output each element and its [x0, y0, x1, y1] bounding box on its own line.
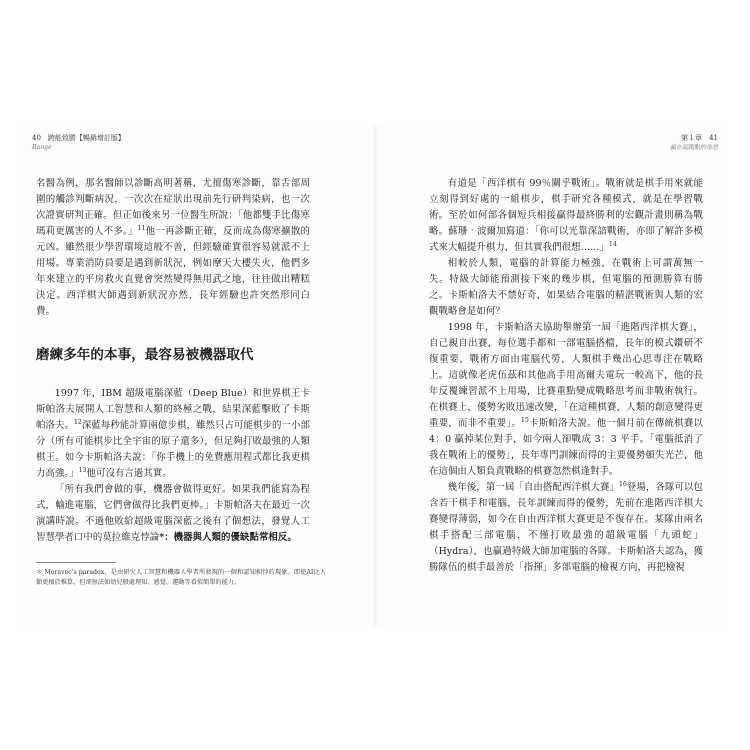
book-spread: [22, 126, 728, 626]
note-ref: 12: [74, 418, 82, 426]
running-head-right-subtitle: 贏在起跑點的迷思: [669, 144, 718, 151]
page-gutter: [374, 126, 378, 626]
paragraph-text: 名醫為例，那名醫師以診斷高明著稱，尤擅傷寒診斷，靠舌部周圍的觸診判斷病況，一次次在症狀出現前先行研判染病，也一次次證實研判正確。但正如後來另一位醫生所說：「他都雙手比傷寒瑪莉更厲害的人不多。」: [36, 178, 310, 237]
paragraph-text: 幾年後，第一屆「自由搭配西洋棋大賽」: [447, 482, 620, 493]
footnote: ＊ Moravec's paradox，是由研究人工智慧和機器人學者所發現的一個和認知相悖的現象。即使AI比人類更擅於推算，但卻無法如幼兒般處理知、感覺、運動等看似簡單的能力。: [36, 569, 326, 586]
paragraph: [429, 176, 703, 256]
paragraph-text: 「所有我們會做的事，機器會做得更好。如果我們能寫為程式，輸進電腦，它們會做得比我們更棒。」卡斯帕洛夫在最近一次演講時說。不過他敗給超級電腦深藍之後有了個想法，發覺人工智慧學者口中的莫拉維克悖論: [36, 484, 310, 543]
paragraph-text: 他一再診斷正確，反而成為傷寒擴散的元凶。雖然很少學習環境這般不善，但經驗確實很容易就派不上用場。專業消防員要是遇到新狀況，例如摩天大樓失火，他們多年來建立的平房救火直覺會突然變得無用武之地，往往做出糟糕決定。西洋棋大師遇到新狀況亦然，長年經驗也許突然形同白費。: [36, 226, 311, 317]
note-ref: 14: [609, 240, 617, 248]
paragraph-text: 1997 年，IBM 超級電腦深藍（Deep Blue）和世界棋王卡斯帕洛夫展開人工智慧和人類的終極之戰，結果深藍擊敗了卡斯帕洛夫。: [36, 388, 310, 431]
running-head-right: [670, 134, 718, 152]
paragraph-text: 有道是「西洋棋有 99％關乎戰術」。戰術就是棋手用來就能立刻得到好處的一組棋步，棋手研究各種模式，就是在學習戰術。至於如何部各個短兵相接贏得最終勝利的宏觀計畫則稱為戰略。蘇珊‧波爾加寫道：「你可以光靠深諳戰術，亦即了解許多模式來大幅提升棋力，但其實我們很想……」: [429, 178, 703, 253]
note-ref: 15: [521, 416, 529, 424]
note-ref: 13: [78, 466, 87, 474]
paragraph-text: 登場，各隊可以包含若干棋手和電腦，長年訓練而得的優勢，先前在進階西洋棋大賽變得薄弱，如今在自由西洋棋大賽更是不復存在。某隊由兩名棋手搭配三部電腦，不僅打敗最強的超級電腦「九頭蛇」（Hydra），也贏過特級大師加電腦的各隊。卡斯帕洛夫認為，獲勝隊伍的棋手最善於「指揮」多部電腦的檢視方向，再把檢視: [429, 482, 703, 573]
note-ref: 11: [137, 224, 146, 232]
paragraph: [429, 320, 703, 480]
paragraph-text: 卡斯帕洛夫說。他一個月前在傳統棋賽以 4：0 贏掉某位對手，如今兩人卻戰成 3：3 平手。「電腦抵消了我在戰術上的優勢」，長年專門訓練而得的主要優勢頓失光芒，他在這個由人類負責戰略的棋賽忽然棋逢對手。: [429, 418, 703, 477]
paragraph: [429, 480, 703, 576]
paragraph-bold-text: ：機器與人類的優缺點常相反。: [164, 532, 297, 543]
footnote-rule: [36, 562, 116, 563]
footnote-marker: *: [159, 532, 165, 543]
paragraph-text: 相較於人類，電腦的計算能力極強，在戰術上可謂萬無一失。特級大師能預測接下來的幾步棋，但電腦的預測勝算有勝之。卡斯帕洛夫不禁好奇，如果結合電腦的精湛戰術與人類的宏觀戰略會是如何？: [429, 258, 703, 317]
paragraph: [36, 176, 310, 320]
paragraph-text: 他可沒有言過其實。: [86, 468, 172, 479]
paragraph: [36, 386, 310, 482]
section-heading: 磨練多年的本事，最容易被機器取代: [36, 347, 254, 363]
paragraph-text: 1998 年，卡斯帕洛夫協助舉辦第一屆「進階西洋棋大賽」，自己親自出賽，每位選手都和一部電腦搭檔，長年的模式鑽研不復重要，戰術方面由電腦代勞，人類棋手幾出心思專注在戰略上。這就像老虎伍茲和其他高手用高爾夫電玩一較高下，他的長年反覆練習派不上用場，比賽重點變成戰略思考而非戰術執行。在棋賽上，優勢劣敗迅速改變，「在這種棋賽，人類的創意變得更重要，而非不重要」。: [429, 322, 703, 429]
running-head-left: [32, 134, 125, 152]
paragraph: [429, 256, 703, 320]
left-page-body: [36, 176, 310, 546]
note-ref: 16: [619, 480, 627, 488]
running-head-right-title: 第１章 41: [681, 134, 718, 142]
running-head-left-subtitle: Range: [32, 144, 52, 151]
right-page-body: [429, 176, 703, 576]
paragraph: [36, 482, 310, 546]
running-head-left-title: 40 跨能致勝【暢銷增訂版】: [32, 134, 125, 142]
paragraph-text: 深藍每秒能計算兩億步棋，雖然只占可能棋步的一小部分（所有可能棋步比全宇宙的原子還多），但足夠打敗最強的人類棋王。如今卡斯帕洛夫說：「你手機上的免費應用程式都比我更棋力高強。」: [36, 420, 311, 479]
